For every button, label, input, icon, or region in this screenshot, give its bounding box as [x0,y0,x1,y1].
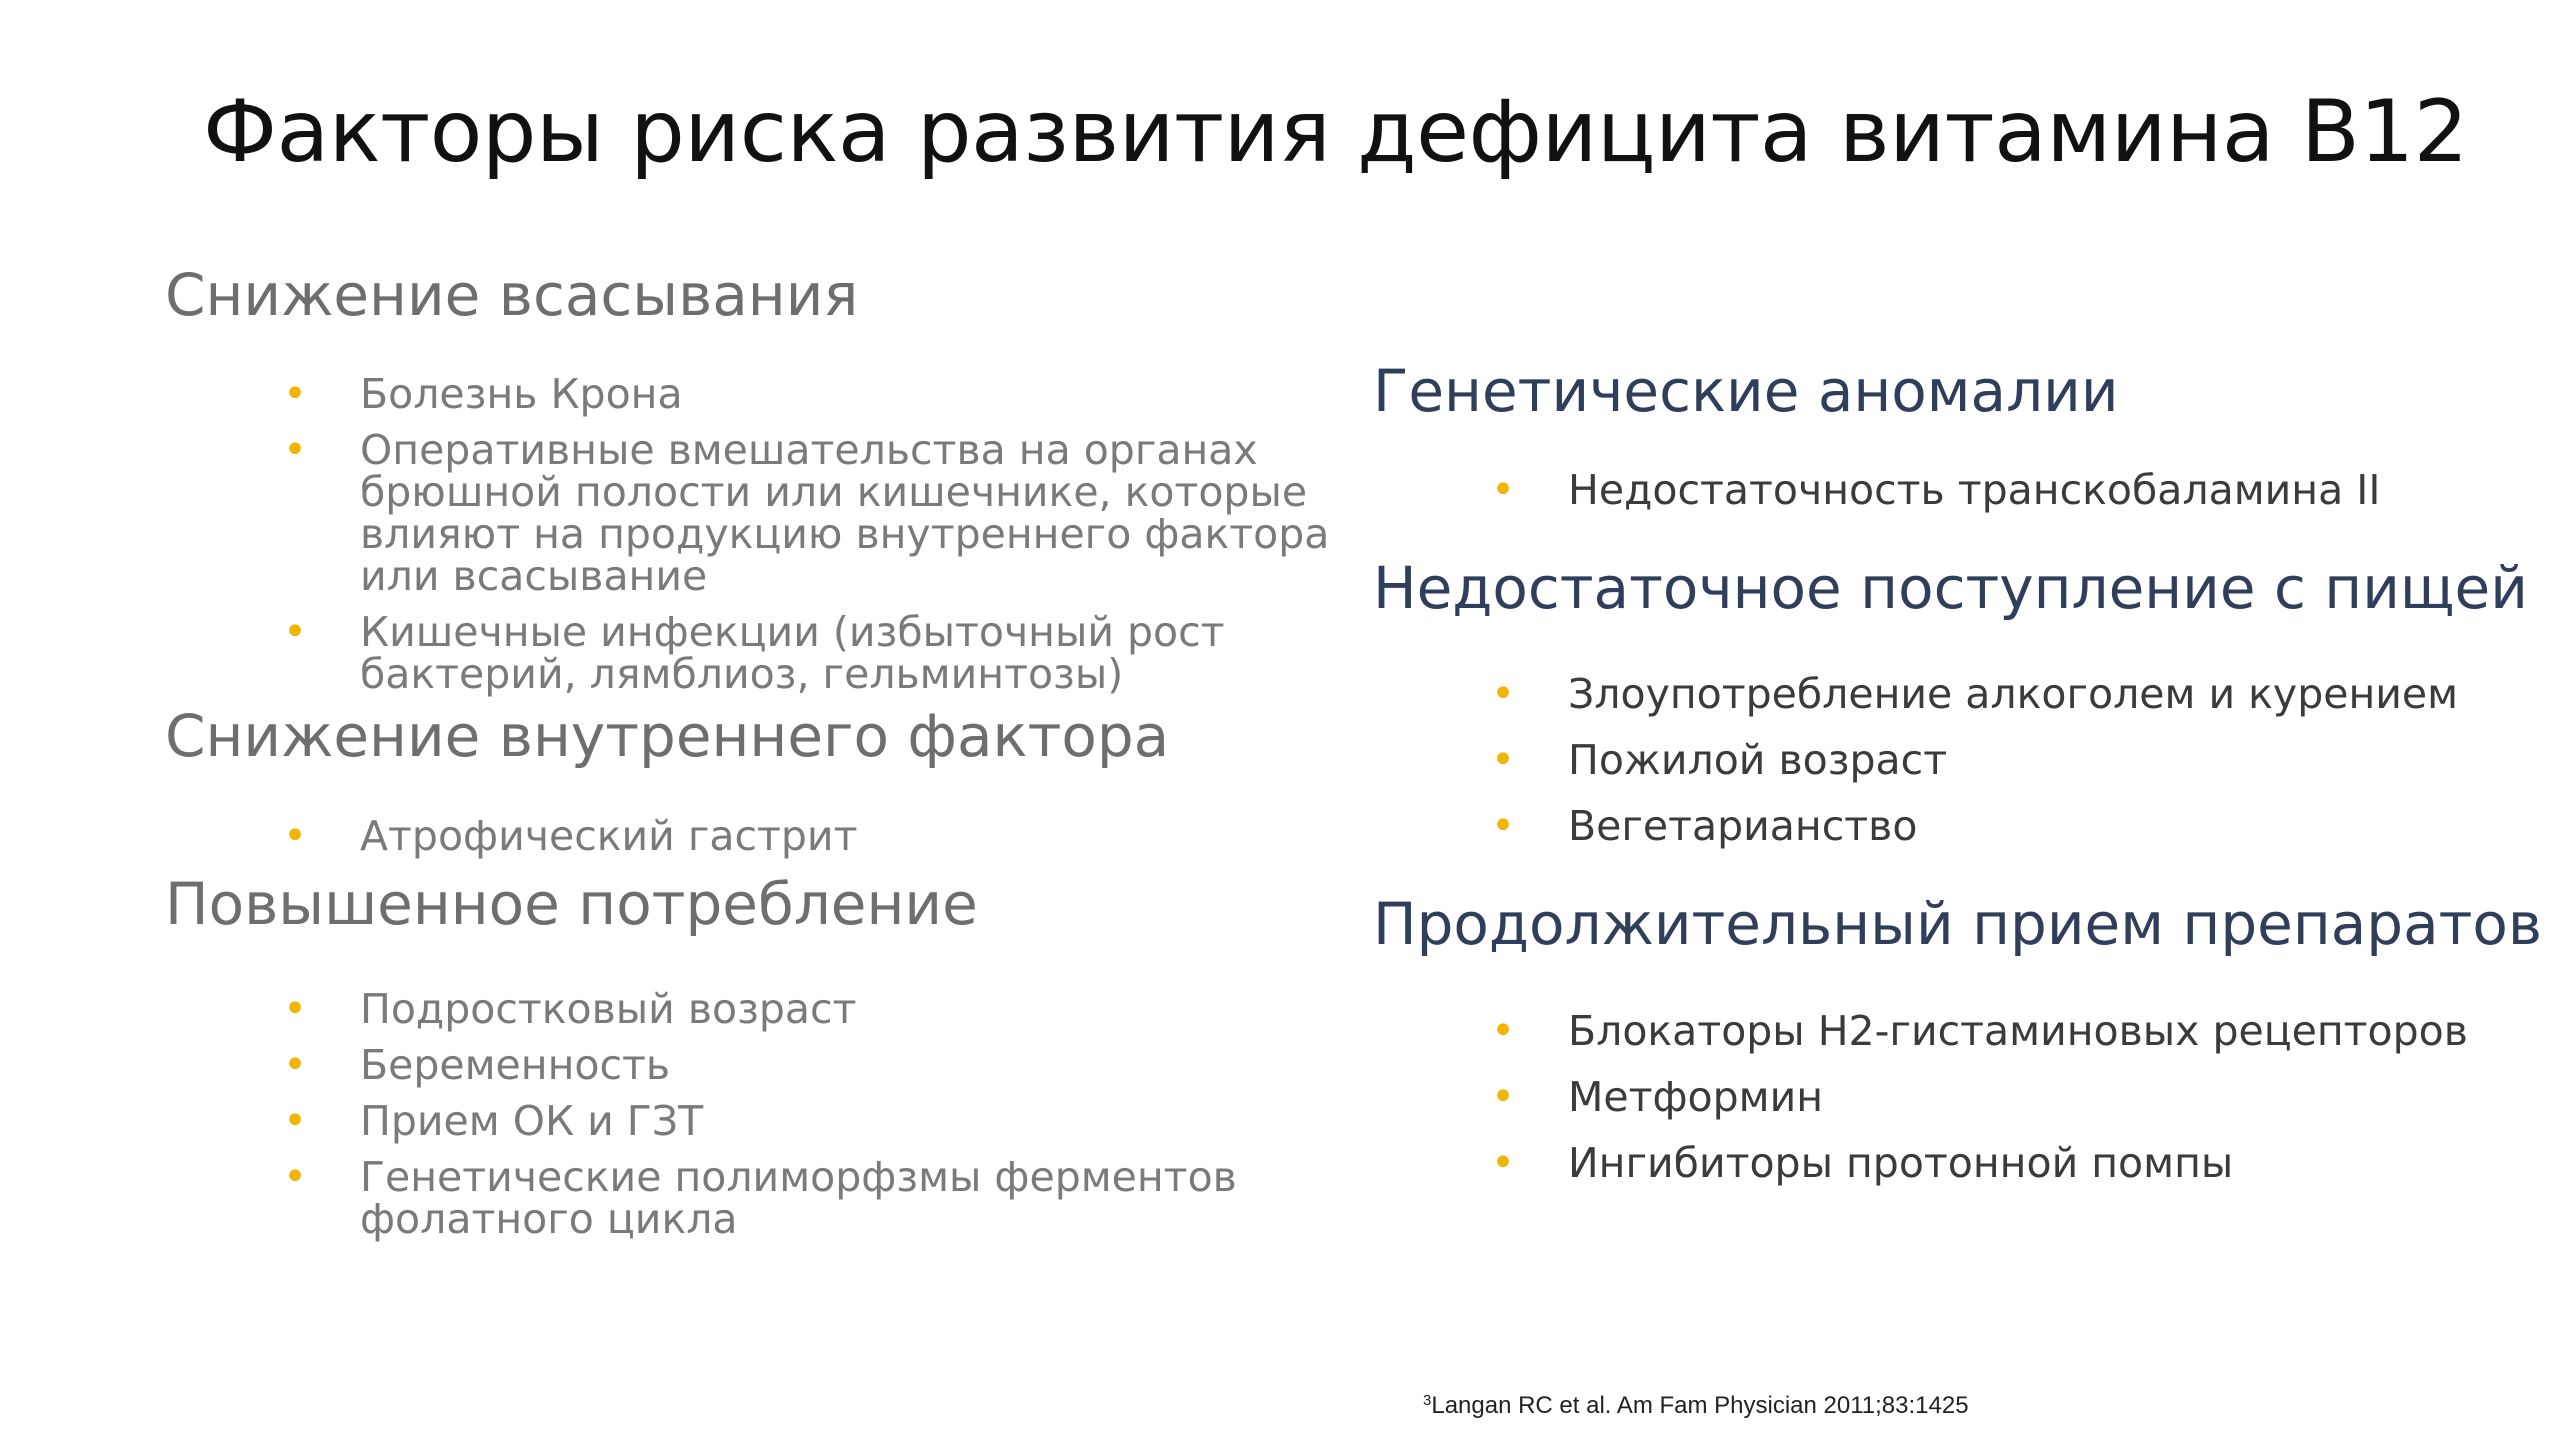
list-item [165,607,1365,698]
list-item [1373,1139,2553,1188]
list-item [165,1097,1365,1146]
bullet-icon: • [1491,671,1515,718]
item-line: Болезнь Крона [360,369,683,418]
slide-title: Факторы риска развития дефицита витамина B12 [203,82,2468,182]
list-item [1373,736,2553,785]
bullet-icon: • [283,813,307,860]
bullet-icon: • [283,1154,307,1201]
bullet-icon: • [1491,737,1515,784]
item-line: Прием ОК и ГЗТ [360,1097,704,1146]
bullet-icon: • [1491,803,1515,850]
item-line: Подростковый возраст [360,985,857,1034]
item-line: влияют на продукцию внутреннего фактора [360,509,1330,558]
list-item [165,1041,1365,1090]
section-title: Повышенное потребление [165,870,978,939]
item-line: Атрофический гастрит [360,812,858,861]
left-column [165,261,1365,1244]
reference-footnote [1423,1392,1969,1420]
item-line: Пожилой возраст [1568,736,1948,785]
item-line: брюшной полости или кишечнике, которые [360,467,1308,516]
bullet-icon: • [1491,1008,1515,1055]
bullet-icon: • [283,608,307,655]
item-line: Генетические полиморфзмы ферментов [360,1153,1237,1202]
list-item [1373,1073,2553,1122]
item-line: Недостаточность транскобаламина II [1568,465,2381,514]
section-title: Недостаточное поступление с пищей [1373,553,2528,622]
list-item [165,369,1365,418]
list-item [1373,670,2553,719]
bullet-list [1373,465,2553,514]
bullet-icon: • [1491,466,1515,513]
right-column [1373,357,2553,1188]
list-item [1373,802,2553,851]
section-title: Продолжительный прием препаратов [1373,890,2543,959]
bullet-list [1373,1007,2553,1188]
bullet-icon: • [283,986,307,1033]
bullet-icon: • [283,370,307,417]
list-item [1373,465,2553,514]
item-line: Злоупотребление алкоголем и курением [1568,670,2459,719]
bullet-icon: • [1491,1140,1515,1187]
list-item [165,1153,1365,1244]
item-line: Оперативные вмешательства на органах [360,425,1258,474]
section-genetic-anomalies [1373,357,2553,514]
item-line: бактерий, лямблиоз, гельминтозы) [360,649,1124,698]
list-item [165,985,1365,1034]
section-increased-consumption [165,870,1365,1244]
item-line: Беременность [360,1041,671,1090]
bullet-icon: • [283,1042,307,1089]
section-insufficient-intake [1373,553,2553,851]
bullet-list [1373,670,2553,851]
list-item [165,425,1365,600]
item-line: фолатного цикла [360,1195,738,1244]
list-item [1373,1007,2553,1056]
footnote-marker: 3 [1423,1392,1432,1409]
item-line: Вегетарианство [1568,802,1918,851]
bullet-icon: • [1491,1074,1515,1121]
section-absorption [165,261,1365,698]
bullet-icon: • [283,1098,307,1145]
bullet-icon: • [283,426,307,473]
list-item [165,812,1365,861]
bullet-list [165,812,1365,861]
section-long-term-medication [1373,890,2553,1188]
bullet-list [165,369,1365,698]
section-intrinsic-factor [165,701,1365,861]
item-line: Кишечные инфекции (избыточный рост [360,607,1225,656]
section-title: Снижение всасывания [165,261,859,329]
section-title: Генетические аномалии [1373,357,2119,425]
footnote-text: Langan RC et al. Am Fam Physician 2011;83:1425 [1431,1392,1969,1419]
bullet-list [165,985,1365,1244]
item-line: или всасывание [360,551,708,600]
item-line: Метформин [1568,1073,1824,1122]
section-title: Снижение внутреннего фактора [165,701,1170,770]
item-line: Ингибиторы протонной помпы [1568,1139,2234,1188]
item-line: Блокаторы Н2-гистаминовых рецепторов [1568,1007,2468,1056]
